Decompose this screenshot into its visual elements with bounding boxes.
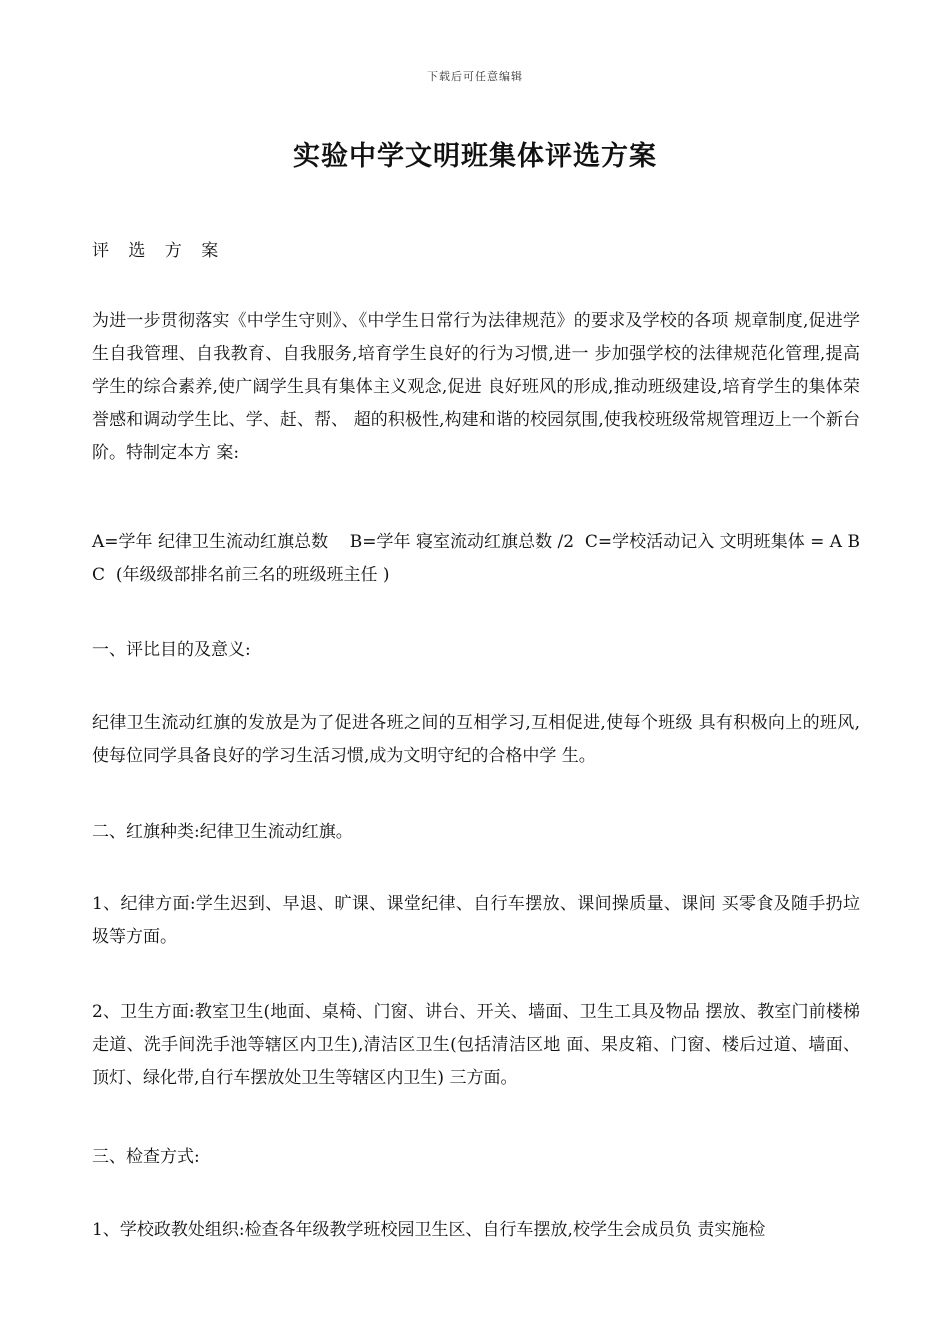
page-header-note: 下载后可任意编辑 [427, 70, 523, 83]
section-heading-evaluation-plan: 评 选 方 案 [92, 241, 226, 261]
discipline-item: 1、纪律方面:学生迟到、早退、旷课、课堂纪律、自行车摆放、课间操质量、课间 买零食及随手扔垃圾等方面。 [92, 894, 860, 947]
purpose-paragraph: 纪律卫生流动红旗的发放是为了促进各班之间的互相学习,互相促进,使每个班级 具有积极向上的班风,使每位同学具备良好的学习生活习惯,成为文明守纪的合格中学 生。 [92, 713, 860, 766]
inspection-item: 1、学校政教处组织:检查各年级教学班校园卫生区、自行车摆放,校学生会成员负 责实施检 [92, 1220, 766, 1240]
formula-paragraph: A=学年 纪律卫生流动红旗总数 B=学年 寝室流动红旗总数 /2 C=学校活动记入 文明班集体 = A B C (年级级部排名前三名的班级班主任 ) [92, 532, 866, 585]
intro-paragraph: 为进一步贯彻落实《中学生守则》、《中学生日常行为法律规范》的要求及学校的各项 规章制度,促进学生自我管理、自我教育、自我服务,培育学生良好的行为习惯,进一 步加强学校的法律规范化管理,提高学生的综合素养,使广阔学生具有集体主义观念,促进 良好班风的形成,推动班级建设,培育学生的集体荣誉感和调动学生比、学、赶、帮、 超的积极性,构建和谐的校园氛围,使我校班级常规管理迈上一个新台阶。特制定本方 案: [92, 311, 860, 463]
section-heading-purpose: 一、评比目的及意义: [92, 640, 251, 660]
section-heading-flag-types: 二、红旗种类:纪律卫生流动红旗。 [92, 822, 353, 842]
document-title: 实验中学文明班集体评选方案 [293, 141, 657, 172]
hygiene-item: 2、卫生方面:教室卫生(地面、桌椅、门窗、讲台、开关、墙面、卫生工具及物品 摆放、教室门前楼梯走道、洗手间洗手池等辖区内卫生),清洁区卫生(包括清洁区地 面、果皮箱、门窗、楼后过道、墙面、顶灯、绿化带,自行车摆放处卫生等辖区内卫生) 三方面。 [92, 1002, 860, 1088]
section-heading-inspection: 三、检查方式: [92, 1147, 200, 1167]
